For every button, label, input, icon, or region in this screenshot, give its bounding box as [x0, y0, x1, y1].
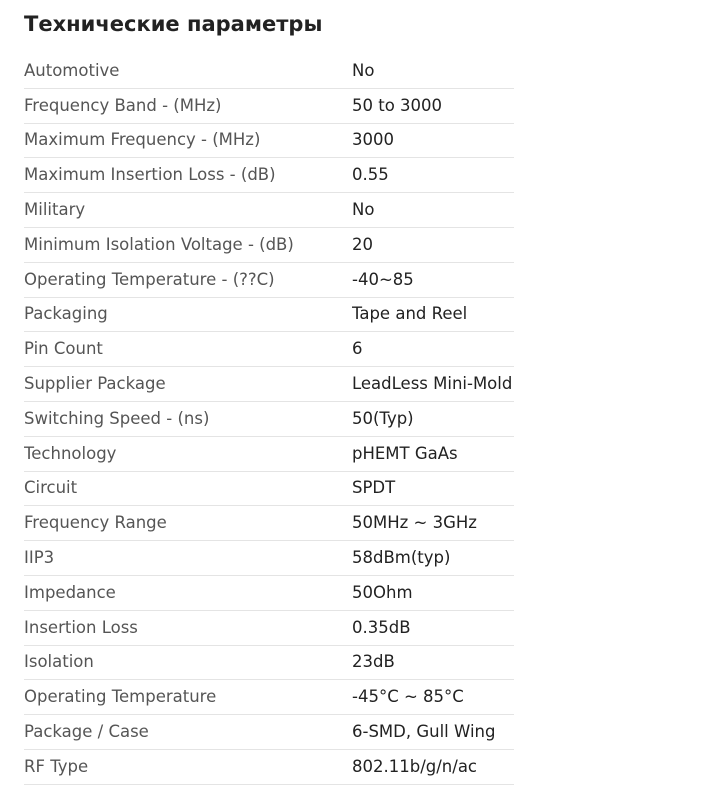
spec-row	[24, 715, 514, 750]
spec-value: 50MHz ~ 3GHz	[352, 506, 514, 541]
spec-name: Frequency Band - (MHz)	[24, 88, 352, 123]
spec-name: Package / Case	[24, 715, 352, 750]
spec-value: 58dBm(typ)	[352, 541, 514, 576]
spec-name: Pin Count	[24, 332, 352, 367]
spec-row	[24, 54, 514, 88]
spec-name: RF Type	[24, 749, 352, 784]
spec-name: Operating Temperature	[24, 680, 352, 715]
spec-value: 3000	[352, 123, 514, 158]
spec-row	[24, 436, 514, 471]
spec-value: 0.55	[352, 158, 514, 193]
spec-name: Switching Speed - (ns)	[24, 401, 352, 436]
spec-name: Military	[24, 193, 352, 228]
spec-name: Maximum Frequency - (MHz)	[24, 123, 352, 158]
spec-row	[24, 506, 514, 541]
spec-value: 50 to 3000	[352, 88, 514, 123]
spec-name: Impedance	[24, 575, 352, 610]
spec-value: No	[352, 54, 514, 88]
spec-row	[24, 158, 514, 193]
spec-value: SPDT	[352, 471, 514, 506]
spec-row	[24, 227, 514, 262]
spec-row	[24, 332, 514, 367]
spec-row	[24, 297, 514, 332]
spec-value: LeadLess Mini-Mold	[352, 367, 514, 402]
spec-name: Operating Temperature - (??C)	[24, 262, 352, 297]
spec-name: IIP3	[24, 541, 352, 576]
spec-value: -45°C ~ 85°C	[352, 680, 514, 715]
spec-table	[24, 54, 514, 785]
spec-row	[24, 123, 514, 158]
spec-row	[24, 367, 514, 402]
spec-name: Technology	[24, 436, 352, 471]
spec-name: Isolation	[24, 645, 352, 680]
spec-name: Circuit	[24, 471, 352, 506]
section-title: Технические параметры	[24, 12, 323, 36]
spec-row	[24, 541, 514, 576]
spec-row	[24, 88, 514, 123]
spec-row	[24, 610, 514, 645]
spec-value: 802.11b/g/n/ac	[352, 749, 514, 784]
spec-value: 0.35dB	[352, 610, 514, 645]
spec-name: Packaging	[24, 297, 352, 332]
spec-value: 6-SMD, Gull Wing	[352, 715, 514, 750]
spec-row	[24, 193, 514, 228]
spec-row	[24, 471, 514, 506]
spec-value: 50(Typ)	[352, 401, 514, 436]
spec-value: 6	[352, 332, 514, 367]
spec-row	[24, 680, 514, 715]
spec-value: 20	[352, 227, 514, 262]
spec-name: Automotive	[24, 54, 352, 88]
spec-value: 23dB	[352, 645, 514, 680]
spec-value: -40~85	[352, 262, 514, 297]
spec-name: Maximum Insertion Loss - (dB)	[24, 158, 352, 193]
spec-name: Minimum Isolation Voltage - (dB)	[24, 227, 352, 262]
spec-row	[24, 749, 514, 784]
spec-row	[24, 575, 514, 610]
spec-name: Supplier Package	[24, 367, 352, 402]
spec-name: Frequency Range	[24, 506, 352, 541]
spec-row	[24, 645, 514, 680]
spec-row	[24, 262, 514, 297]
spec-value: No	[352, 193, 514, 228]
spec-name: Insertion Loss	[24, 610, 352, 645]
spec-value: Tape and Reel	[352, 297, 514, 332]
spec-row	[24, 401, 514, 436]
spec-value: pHEMT GaAs	[352, 436, 514, 471]
spec-value: 50Ohm	[352, 575, 514, 610]
